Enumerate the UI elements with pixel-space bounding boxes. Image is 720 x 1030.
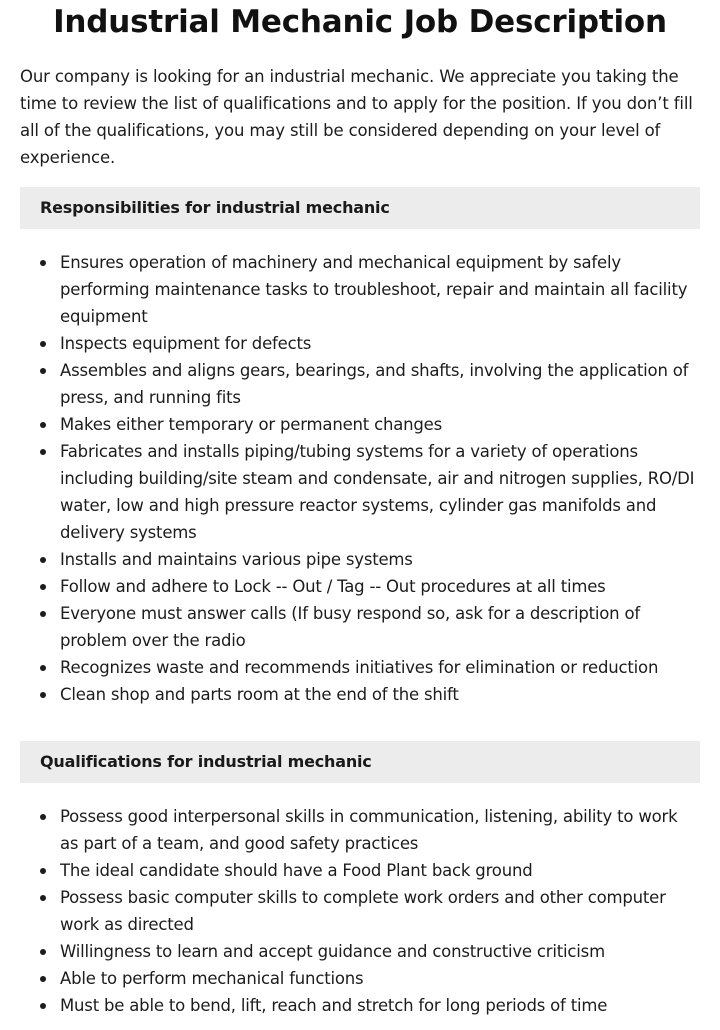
responsibility-item <box>20 681 700 708</box>
responsibility-item-text: Clean shop and parts room at the end of the shift <box>60 685 459 704</box>
responsibility-item <box>20 654 700 681</box>
responsibility-item-text: Fabricates and installs piping/tubing systems for a variety of operations including building/site steam and condensate, air and nitrogen supplies, RO/DI water, low and high pressure reactor systems, cylinder gas manifolds and delivery systems <box>60 442 695 542</box>
bullet-icon <box>40 611 46 617</box>
qualification-item <box>20 938 700 965</box>
bullet-icon <box>40 895 46 901</box>
responsibility-item-text: Follow and adhere to Lock -- Out / Tag -- Out procedures at all times <box>60 577 606 596</box>
responsibility-item <box>20 438 700 546</box>
responsibility-item-text: Installs and maintains various pipe systems <box>60 550 413 569</box>
qualification-item-text: Possess good interpersonal skills in communication, listening, ability to work as part of a team, and good safety practices <box>60 807 678 853</box>
bullet-icon <box>40 368 46 374</box>
responsibility-item <box>20 357 700 411</box>
responsibility-item-text: Inspects equipment for defects <box>60 334 312 353</box>
responsibility-item-text: Ensures operation of machinery and mechanical equipment by safely performing maintenance tasks to troubleshoot, repair and maintain all facility equipment <box>60 253 688 326</box>
qualification-item <box>20 965 700 992</box>
intro-paragraph: Our company is looking for an industrial mechanic. We appreciate you taking the time to review the list of qualifications and to apply for the position. If you don’t fill all of the qualifications, you may still be considered depending on your level of experience. <box>20 67 693 167</box>
responsibility-item <box>20 573 700 600</box>
responsibility-item-text: Everyone must answer calls (If busy respond so, ask for a description of problem over the radio <box>60 604 640 650</box>
bullet-icon <box>40 584 46 590</box>
responsibility-item-text: Recognizes waste and recommends initiatives for elimination or reduction <box>60 658 659 677</box>
qualification-item <box>20 857 700 884</box>
bullet-icon <box>40 949 46 955</box>
responsibility-item-text: Assembles and aligns gears, bearings, and shafts, involving the application of press, and running fits <box>60 361 689 407</box>
responsibility-item-text: Makes either temporary or permanent changes <box>60 415 443 434</box>
qualification-item <box>20 884 700 938</box>
bullet-icon <box>40 422 46 428</box>
bullet-icon <box>40 557 46 563</box>
bullet-icon <box>40 692 46 698</box>
qualification-item-text: Able to perform mechanical functions <box>60 969 364 988</box>
responsibilities-list <box>20 249 700 708</box>
bullet-icon <box>40 665 46 671</box>
bullet-icon <box>40 814 46 820</box>
bullet-icon <box>40 260 46 266</box>
bullet-icon <box>40 449 46 455</box>
qualification-item-text: Must be able to bend, lift, reach and stretch for long periods of time <box>60 996 608 1015</box>
responsibility-item <box>20 411 700 438</box>
responsibility-item <box>20 546 700 573</box>
qualifications-heading: Qualifications for industrial mechanic <box>20 741 700 783</box>
section-spacer <box>20 708 700 725</box>
bullet-icon <box>40 976 46 982</box>
qualification-item <box>20 803 700 857</box>
responsibilities-heading: Responsibilities for industrial mechanic <box>20 187 700 229</box>
bullet-icon <box>40 868 46 874</box>
responsibility-item <box>20 600 700 654</box>
page-title: Industrial Mechanic Job Description <box>53 4 667 40</box>
responsibility-item <box>20 249 700 330</box>
qualifications-list <box>20 803 700 1019</box>
qualification-item-text: Possess basic computer skills to complete work orders and other computer work as directed <box>60 888 666 934</box>
responsibility-item <box>20 330 700 357</box>
bullet-icon <box>40 341 46 347</box>
qualification-item-text: Willingness to learn and accept guidance and constructive criticism <box>60 942 605 961</box>
qualification-item <box>20 992 700 1019</box>
bullet-icon <box>40 1003 46 1009</box>
qualification-item-text: The ideal candidate should have a Food Plant back ground <box>60 861 533 880</box>
